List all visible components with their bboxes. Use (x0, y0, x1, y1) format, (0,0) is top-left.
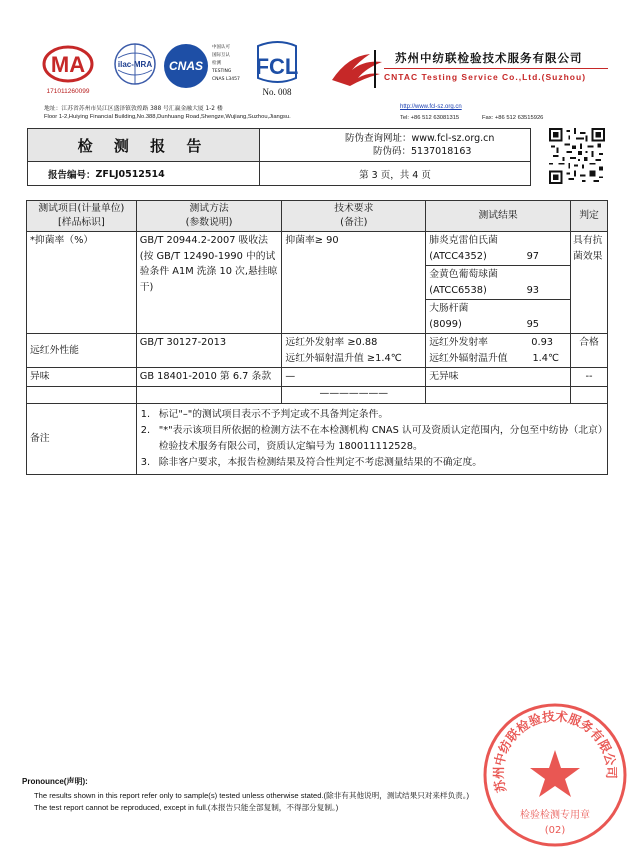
svg-text:FCL: FCL (255, 54, 299, 79)
header-divider (384, 68, 608, 69)
cell-requirement: — (282, 368, 426, 387)
svg-text:ilac-MRA: ilac-MRA (117, 60, 153, 69)
company-name-cn: 苏州中纺联检验技术服务有限公司 (395, 51, 583, 65)
telephone: Tel: +86 512 63081315 (400, 115, 460, 121)
remark-item: 3. 除非客户要求，本报告检测结果及符合性判定不考虑测量结果的不确定度。 (140, 456, 483, 468)
cell-requirement: 远红外发射率 ≥0.88 远红外辐射温升值 ≥1.4℃ (282, 334, 426, 368)
cell-method: GB/T 30127-2013 (136, 334, 282, 368)
svg-text:CNAS L3457: CNAS L3457 (212, 77, 240, 82)
svg-text:TESTING: TESTING (212, 69, 232, 74)
svg-text:CNAS: CNAS (168, 59, 204, 73)
table-row-far-infrared (27, 334, 608, 368)
pronounce-heading: Pronounce(声明): (22, 777, 88, 786)
table-header-row (27, 201, 608, 232)
cntac-logo (330, 50, 386, 88)
cell-judgement: 具有抗菌效果 (571, 232, 608, 334)
page-indicator: 第 3 页，共 4 页 (359, 170, 431, 181)
website-link[interactable]: http://www.fcl-sz.org.cn (400, 104, 462, 110)
fcl-logo (256, 42, 299, 97)
ilac-logo (115, 44, 155, 84)
seal-number: (02) (544, 825, 566, 836)
cell-method: GB 18401-2010 第 6.7 条款 (136, 368, 282, 387)
cell-results: 无异味 (426, 368, 571, 387)
report-title-box (27, 128, 531, 186)
remarks-content (136, 403, 607, 474)
cnas-text (211, 43, 240, 82)
empty-marker: ——————— (282, 386, 426, 403)
star-icon (530, 750, 580, 797)
report-title: 检 测 报 告 (28, 129, 260, 162)
svg-text:国际互认: 国际互认 (212, 53, 230, 58)
table-row-empty-marker (27, 386, 608, 403)
address-en: Floor 1-2,Huiying Financial Building,No.388,Dunhuang Road,Shengze,Wujiang,Suzhou,Jiangsu. (44, 114, 291, 120)
header-requirement: 技术要求 (备注) (282, 201, 426, 232)
remark-item: 1. 标记"–"的测试项目表示不予判定或不具备判定条件。 (140, 408, 389, 420)
cell-results: 远红外发射率 0.93 远红外辐射温升值 1.4℃ (426, 334, 571, 368)
report-number-label: 报告编号： (48, 170, 96, 181)
header-method: 测试方法 (参数说明) (136, 201, 282, 232)
cell-item: *抑菌率（%） (27, 232, 137, 334)
remarks-label: 备注 (27, 403, 137, 474)
address-cn: 地址：江苏省苏州市吴江区盛泽镇敦煌路 388 号汇赢金融大厦 1-2 楼 (44, 106, 223, 112)
table-row-antibacterial (27, 232, 608, 334)
seal-inner-text: 检验检测专用章 (520, 810, 590, 821)
cell-item: 远红外性能 (27, 334, 137, 368)
result-bacteria-2: 金黄色葡萄球菌 (ATCC6538) 93 (426, 266, 570, 300)
svg-text:检测: 检测 (212, 61, 221, 66)
cma-logo (44, 47, 92, 81)
accreditation-logos (40, 40, 310, 100)
header-result: 测试结果 (426, 201, 571, 232)
result-bacteria-1: 肺炎克雷伯氏菌 (ATCC4352) 97 (426, 232, 570, 266)
qr-code[interactable] (549, 128, 605, 184)
cell-method: GB/T 20944.2-2007 吸收法(按 GB/T 12490-1990 中的试验条件 A1M 洗涤 10 次,悬挂晾干) (136, 232, 282, 334)
report-number-value: ZFLJ0512514 (95, 168, 165, 180)
header-item: 测试项目(计量单位) [样品标识] (27, 201, 137, 232)
svg-text:No. 008: No. 008 (262, 87, 292, 97)
seal-ring-text: 苏州中纺联检验技术服务有限公司 (490, 708, 620, 795)
svg-text:中国认可: 中国认可 (212, 45, 230, 50)
table-row-odor (27, 368, 608, 387)
fax: Fax: +86 512 63515926 (482, 115, 544, 121)
cnas-logo (164, 44, 208, 88)
company-name-en: CNTAC Testing Service Co.,Ltd.(Suzhou) (384, 72, 587, 82)
pronounce-line-1: The results shown in this report refer only to sample(s) tested unless otherwise stated.(除非有其他说明，测试结果只对来样负责。) (34, 791, 470, 800)
anti-counterfeit-info (260, 129, 530, 162)
cell-item: 异味 (27, 368, 137, 387)
header-judgement: 判定 (571, 201, 608, 232)
verify-code: 防伪码：5137018163 (373, 146, 472, 157)
cell-judgement: -- (571, 368, 608, 387)
official-seal (480, 700, 630, 850)
cma-code: 171011260099 (46, 88, 90, 95)
cell-requirement: 抑菌率≥ 90 (282, 232, 426, 334)
cell-results (426, 232, 571, 334)
verify-site: 防伪查询网址：www.fcl-sz.org.cn (345, 133, 495, 144)
pronounce-line-2: The test report cannot be reproduced, except in full.(本报告只能全部复制，不得部分复制。) (34, 803, 339, 812)
result-bacteria-3: 大肠杆菌 (8099) 95 (429, 303, 540, 330)
cell-judgement: 合格 (571, 334, 608, 368)
remark-item: 2. "*"表示该项目所依据的检测方法不在本检测机构 CNAS 认可及资质认定范围内，分包至中纺协（北京）检验技术服务有限公司，资质认定编号为 180011112528。 (140, 424, 603, 452)
report-number (28, 162, 260, 186)
test-results-table (26, 200, 608, 475)
table-row-remarks (27, 403, 608, 474)
svg-text:MA: MA (50, 52, 86, 77)
